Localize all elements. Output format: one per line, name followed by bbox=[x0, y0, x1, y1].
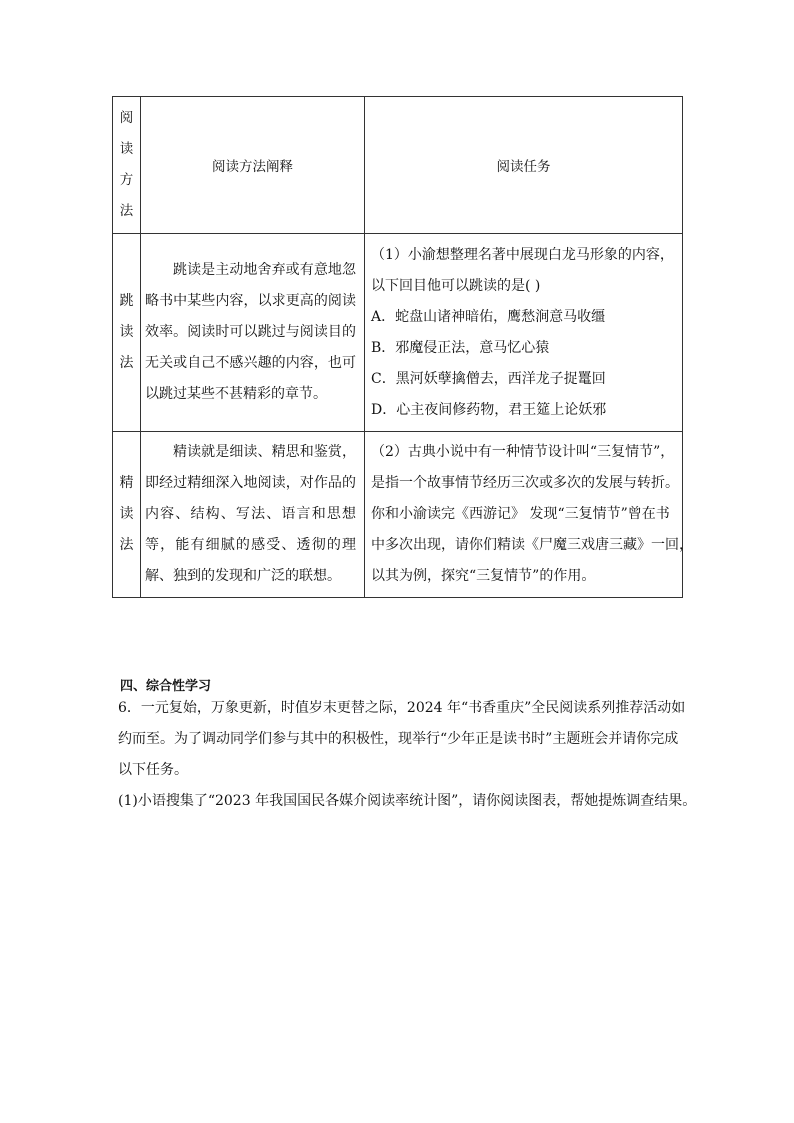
reading-methods-table bbox=[112, 96, 693, 598]
task-line: 是指一个故事情节经历三次或多次的发展与转折。 bbox=[371, 475, 679, 491]
task-line: 以其为例，探究“三复情节”的作用。 bbox=[371, 568, 596, 584]
explain-line: 即经过精细深入地阅读，对作品的 bbox=[145, 475, 356, 491]
option-a: A．蛇盘山诸神暗佑，鹰愁涧意马收缰 bbox=[371, 308, 606, 325]
method-char: 读 bbox=[119, 506, 134, 522]
explain-cell-skim bbox=[141, 234, 365, 432]
option-b: B．邪魔侵正法，意马忆心猿 bbox=[371, 339, 550, 356]
explain-line: 内容、结构、写法、语言和思想等， bbox=[145, 506, 356, 553]
explain-line: 精读就是细读、精思和鉴赏， bbox=[173, 444, 356, 460]
method-char: 跳 bbox=[119, 293, 134, 309]
question-line: 6．一元复始，万象更新，时值岁末更替之际，2024 年“书香重庆”全民阅读系列推荐活动如 bbox=[118, 700, 686, 716]
method-char: 精 bbox=[119, 475, 134, 491]
method-cell-intensive bbox=[113, 432, 141, 598]
method-char: 读 bbox=[119, 324, 134, 340]
method-char: 法 bbox=[119, 537, 134, 553]
explain-line: 忽略书中某些内容，以求更高的阅 bbox=[145, 262, 356, 309]
header-method-char: 读 bbox=[119, 141, 134, 157]
task-line: 你和小渝读完《西游记》 发现“三复情节”曾在书 bbox=[371, 506, 670, 522]
task-cell-intensive bbox=[365, 432, 693, 598]
explain-line: 的无关或自己不感兴趣的内容，也 bbox=[145, 324, 356, 371]
explain-line: 能有细腻的感受、透彻的理解、独 bbox=[145, 537, 357, 584]
table-row-skim bbox=[113, 234, 683, 432]
explain-line: 读效率。阅读时可以跳过与阅读目 bbox=[145, 293, 356, 340]
header-method-cell bbox=[113, 97, 141, 234]
task-line: （1）小渝想整理名著中展现白龙马形象的内容， bbox=[371, 246, 674, 263]
task-line: （2）古典小说中有一种情节设计叫“三复情节”， bbox=[371, 444, 675, 460]
header-explain-cell: 阅读方法阐释 bbox=[141, 97, 365, 234]
table-row-intensive bbox=[113, 432, 683, 598]
question-line: (1)小语搜集了“2023 年我国国民各媒介阅读率统计图”，请你阅读图表，帮她提炼调查结果。 bbox=[118, 793, 697, 809]
question-6-1 bbox=[118, 786, 697, 817]
question-6 bbox=[118, 693, 688, 786]
question-line: 以下任务。 bbox=[118, 762, 188, 778]
section-title: 四、综合性学习 bbox=[120, 679, 212, 694]
option-c: C．黑河妖孽擒僧去，西洋龙子捉鼍回 bbox=[371, 370, 606, 387]
option-d: D．心主夜间修药物，君王筵上论妖邪 bbox=[371, 401, 607, 418]
method-char: 法 bbox=[119, 355, 134, 371]
task-cell-skim bbox=[365, 234, 683, 432]
header-method-char: 方 bbox=[119, 172, 134, 188]
explain-line: 可以跳过某些不甚精彩的章节。 bbox=[145, 355, 356, 402]
table-header-row bbox=[113, 97, 683, 234]
task-line: 以下回目他可以跳读的是( ) bbox=[371, 277, 541, 294]
explain-line: 跳读是主动地舍弃或有意地 bbox=[173, 262, 342, 278]
header-task-cell: 阅读任务 bbox=[365, 97, 683, 234]
question-line: 约而至。为了调动同学们参与其中的积极性，现举行“少年正是读书时”主题班会并请你完成 bbox=[118, 731, 679, 747]
task-line: 中多次出现，请你们精读《尸魔三戏唐三藏》一回， bbox=[371, 537, 693, 553]
header-method-char: 阅 bbox=[119, 110, 134, 126]
method-cell-skim bbox=[113, 234, 141, 432]
explain-line: 到的发现和广泛的联想。 bbox=[187, 568, 341, 584]
header-method-char: 法 bbox=[119, 203, 134, 219]
explain-cell-intensive bbox=[141, 432, 365, 598]
